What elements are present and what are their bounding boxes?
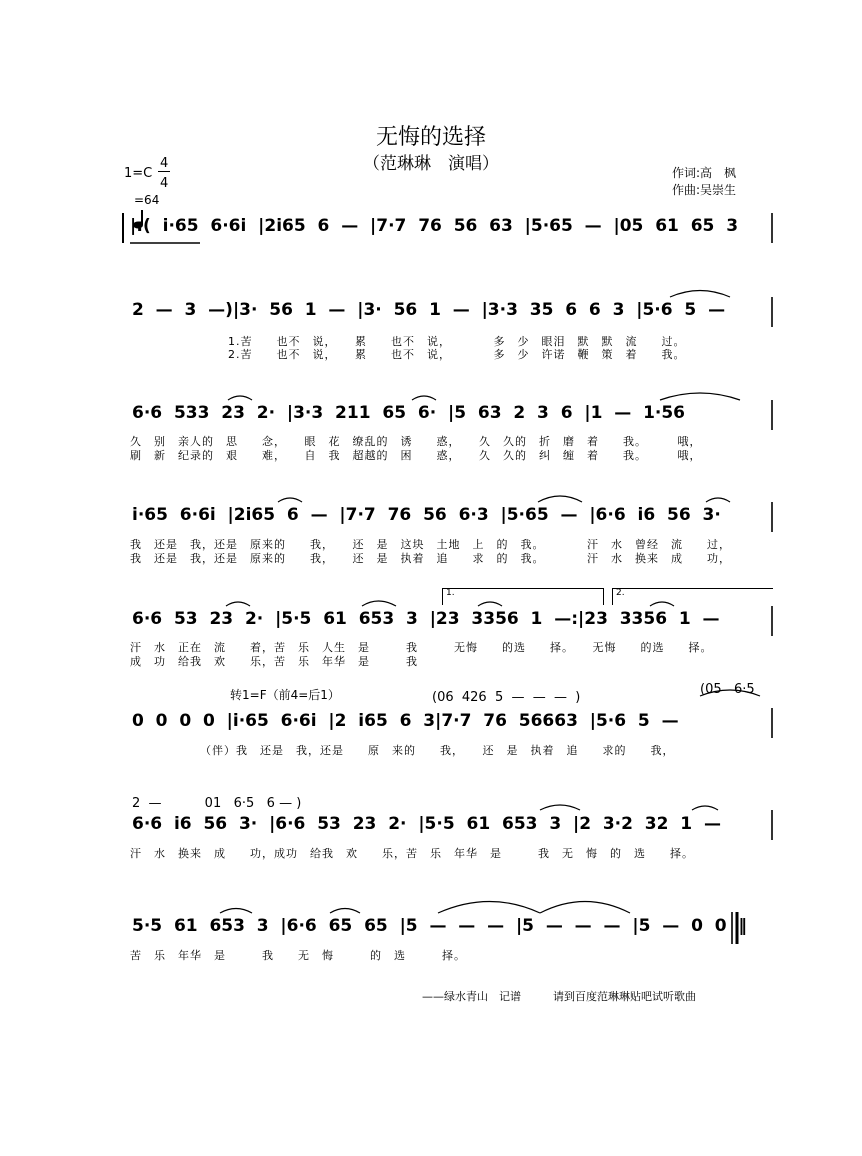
notation-line-3: 6·6 533 23 2· |3·3 211 65 6· |5 63 2 3 6 |1 — 1·56 <box>132 403 686 423</box>
composer-credit: 作曲:吴崇生 <box>672 183 737 197</box>
tempo-marking: =64 <box>134 193 160 207</box>
slur <box>412 396 436 400</box>
slur <box>650 602 674 606</box>
slur <box>538 496 582 502</box>
slur <box>706 498 730 502</box>
song-title: 无悔的选择 <box>375 125 486 150</box>
lyrics-line-2-verse-1: 1.苦 也不 说， 累 也不 说， 多 少 眼泪 默 默 流 过。 <box>228 335 686 348</box>
notation-line-7: 6·6 i6 56 3· |6·6 53 23 2· |5·5 61 653 3 |2 3·2 32 1 — <box>132 814 721 834</box>
notation-line-6: 0 0 0 0 |i·65 6·6i |2 i65 6 3|7·7 76 56663 |5·6 5 — <box>132 711 679 731</box>
volta-1-label: 1. <box>446 588 455 598</box>
slur <box>220 909 252 914</box>
slur <box>330 909 360 914</box>
lyrics-line-4-verse-1: 我 还是 我，还是 原来的 我， 还 是 这块 土地 上 的 我。 汗 水 曾经 流 过， <box>130 538 731 551</box>
listening-note: 请到百度范琳琳贴吧试听歌曲 <box>553 990 696 1003</box>
slur <box>700 690 760 696</box>
singer-subtitle: （范琳琳 演唱） <box>363 154 499 174</box>
slur <box>278 498 302 502</box>
slur <box>228 396 252 400</box>
lyricist-credit: 作词:高 枫 <box>672 166 737 180</box>
lyrics-line-4-verse-2: 我 还是 我，还是 原来的 我， 还 是 执着 追 求 的 我。 汗 水 换来 成 功， <box>130 552 731 565</box>
notation-line-5: 6·6 53 23 2· |5·5 61 653 3 |23 3356 1 —:|23 3356 1 — <box>132 609 720 629</box>
accompaniment-line-6a: (06 426 5 — — — ) <box>432 690 581 705</box>
lyrics-line-3-verse-2: 刷 新 纪录的 艰 难， 自 我 超越的 困 惑， 久 久的 纠 缠 着 我。 哦， <box>130 449 702 462</box>
slur <box>692 806 718 810</box>
notation-line-4: i·65 6·6i |2i65 6 — |7·7 76 56 6·3 |5·65 — |6·6 i6 56 3· <box>132 505 721 525</box>
slur <box>670 291 730 298</box>
slur <box>438 902 540 914</box>
transcriber-credit: ——绿水青山 记谱 <box>422 990 521 1003</box>
lyrics-line-3-verse-1: 久 别 亲人的 思 念， 眼 花 缭乱的 诱 惑， 久 久的 折 磨 着 我。 哦， <box>130 435 702 448</box>
slur <box>478 602 502 606</box>
lyrics-line-8: 苦 乐 年华 是 我 无 悔 的 选 择。 <box>130 949 466 962</box>
key-signature: 1=C <box>124 166 153 181</box>
slur <box>362 601 396 606</box>
slur <box>540 902 630 914</box>
slur <box>226 602 250 606</box>
lyrics-line-2-verse-2: 2.苦 也不 说， 累 也不 说， 多 少 许诺 鞭 策 着 我。 <box>228 348 686 361</box>
volta-2-label: 2. <box>616 588 625 598</box>
accompaniment-line-7: 2 — 01 6·5 6 — ) <box>132 796 302 811</box>
time-signature-top: 4 <box>160 156 169 171</box>
lyrics-line-5-verse-2: 成 功 给我 欢 乐，苦 乐 年华 是 我 <box>130 655 418 668</box>
slur <box>540 805 580 810</box>
modulation-marking: 转1=F（前4=后1） <box>230 688 340 702</box>
notation-line-2: 2 — 3 —)|3· 56 1 — |3· 56 1 — |3·3 35 6 6 3 |5·6 5 — <box>132 300 726 320</box>
notation-line-1: |:( i·65 6·6i |2i65 6 — |7·7 76 56 63 |5·65 — |05 61 65 3 <box>130 216 739 236</box>
notation-line-8: 5·5 61 653 3 |6·6 65 65 |5 — — — |5 — — — |5 — 0 0 ‖ <box>132 916 747 936</box>
lyrics-line-6: （伴）我 还是 我，还是 原 来的 我， 还 是 执着 追 求的 我， <box>200 744 675 757</box>
lyrics-line-7: 汗 水 换来 成 功，成功 给我 欢 乐，苦 乐 年华 是 我 无 悔 的 选 择。 <box>130 847 694 860</box>
time-signature-bottom: 4 <box>160 176 169 191</box>
slur <box>660 393 740 400</box>
accompaniment-line-6b: (05 6·5 <box>700 682 755 697</box>
lyrics-line-5-verse-1: 汗 水 正在 流 着，苦 乐 人生 是 我 无悔 的选 择。 无悔 的选 择。 <box>130 641 713 654</box>
